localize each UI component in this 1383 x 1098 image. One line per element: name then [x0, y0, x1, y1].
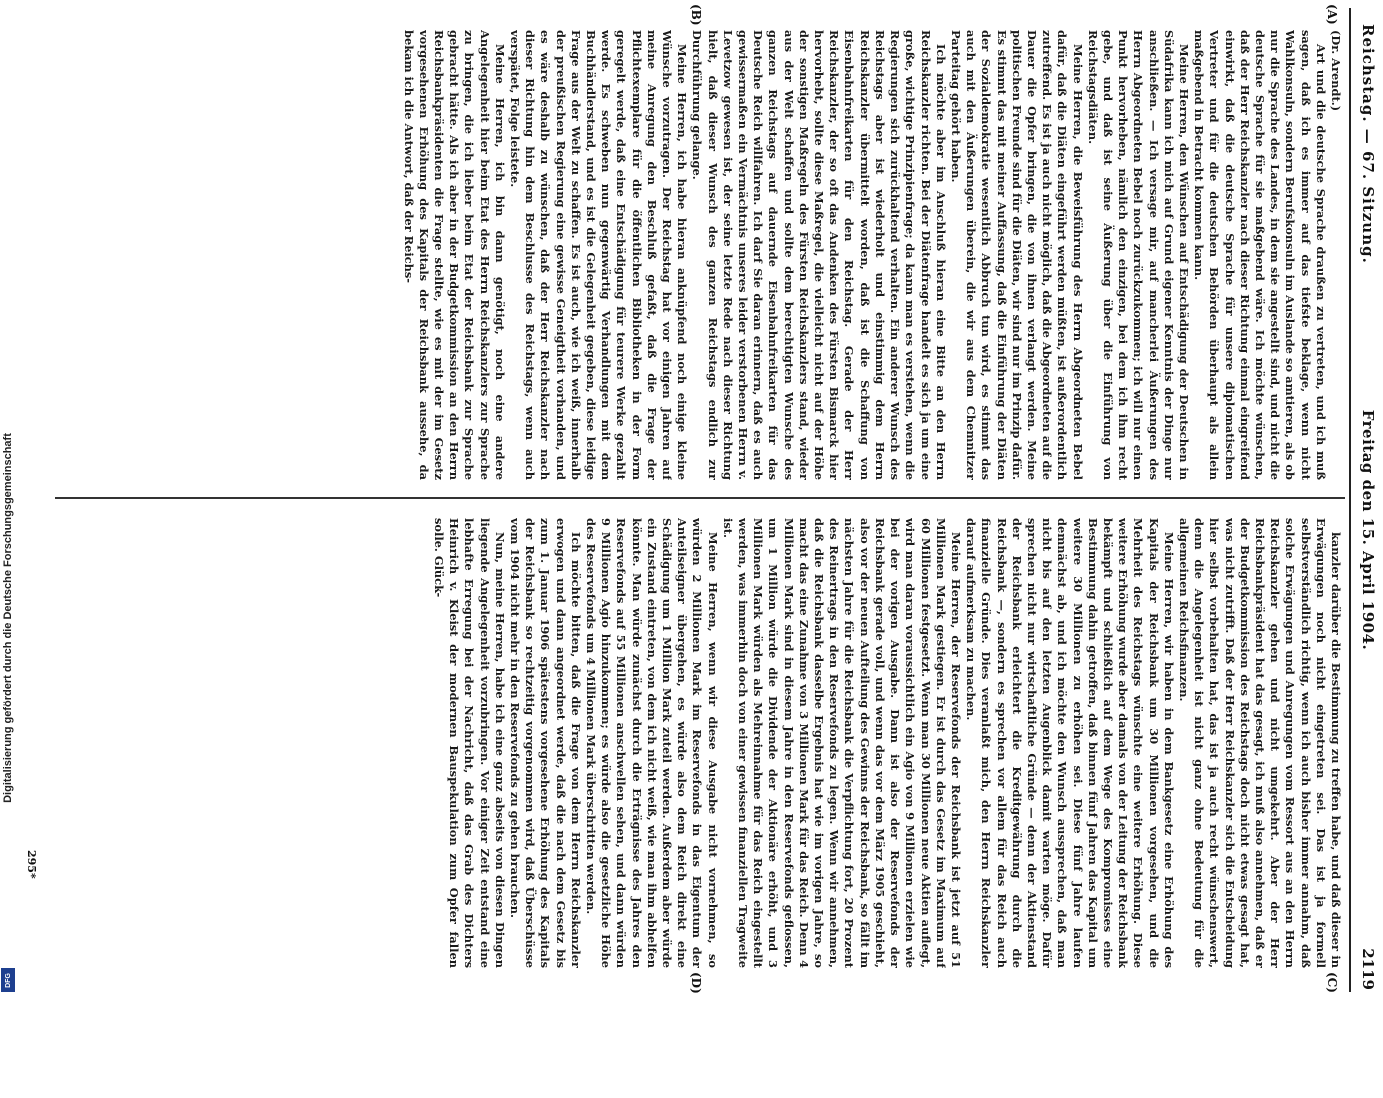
- footer-signature: 295*: [25, 850, 38, 879]
- margin-marker-c: (C): [1325, 972, 1339, 993]
- page-header: [1353, 0, 1383, 1000]
- speaker-name: (Dr. Arendt.): [1329, 30, 1343, 112]
- margin-marker-b: (B): [689, 4, 703, 26]
- paragraph: Ich möchte bitten, daß die Frage von dem Herrn Reichskanzler erwogen und dann angeordnet werde, daß die nach dem Gesetz bis zum 1. Januar 1906 spätestens vorgesehene Erhöhung des Kapitals der Reichsbank so rechtzeitig vorgenommen wird, daß Überschüsse vom 1904 nicht mehr in den Reservefonds zu gehen brauchen.: [508, 518, 583, 968]
- column-divider: [55, 497, 1345, 499]
- margin-marker-a: (A): [1325, 4, 1339, 25]
- paragraph: Nun, meine Herren, habe ich eine ganz abseits von diesen Dingen liegende Angelegenheit vorzubringen. Vor einiger Zeit entstand eine lebhafte Erregung bei der Nachricht, daß das Grab des Dichters Heinrich v. Kleist der modernen Bauspekulation zum Opfer fallen solle. Glück-: [432, 518, 507, 968]
- header-title: Reichstag. — 67. Sitzung.: [1359, 24, 1377, 264]
- text-column-left: [63, 30, 1343, 480]
- header-rule: [1349, 8, 1351, 992]
- paragraph: Meine Herren, die Beweisführung des Herrn Abgeordneten Bebel dafür, daß die Diäten eingeführt werden müßten, ist außerordentlich zutreffend. Es ist ja auch nicht möglich, daß die Abgeordneten auf die Dauer die Opfer bringen, die von ihnen verlangt werden. Meine politischen Freunde sind für die Diäten, wir sind nur im Prinzip dafür. Es stimmt das mit meiner Auffassung, daß die Einführung der Diäten der Sozialdemokratie wesentlich Abbruch tun wird, es stimmt das auch mit den Äußerungen überein, die wir aus dem Chemnitzer Parteitag gehört haben.: [948, 30, 1085, 480]
- paragraph: Meine Herren, den Wünschen auf Entschädigung der Deutschen in Südafrika kann ich mich auf Grund eigener Kenntnis der Dinge nur anschließen. — Ich versage mir, auf mancherlei Äußerungen des Herrn Abgeordneten Bebel noch zurückzukommen; ich will nur einen Punkt hervorheben, nämlich den einzigen, bei dem ich ihm recht gebe, und daß ist seine Äußerung über die Einführung von Reichstagsdiäten.: [1085, 30, 1191, 480]
- digitization-note: Digitalisierung gefördert durch die Deutsche Forschungsgemeinschaft: [2, 433, 14, 803]
- paragraph: Meine Herren, der Reservefonds der Reichsbank ist jetzt auf 51 Millionen Mark gestiegen. Er ist durch das Gesetz im Maximum auf 60 Millionen festgesetzt. Wenn man 30 Millionen neue Aktien auflegt, wird man daran voraussichtlich ein Agio von 9 Millionen erzielen wie bei der vorigen Ausgabe. Dann ist also der Reservefonds der Reichsbank gerade voll, und wenn das vor dem März 1905 geschieht, also vor der neuen Aufteilung des Gewinns der Reichsbank, so fällt im nächsten Jahre für die Reichsbank die Verpflichtung fort, 20 Prozent des Reinertrags in den Reservefonds zu legen. Wenn wir annehmen, daß die Reichsbank dasselbe Ergebnis hat wie im vorigen Jahre, so macht das eine Zunahme von 3 Millionen Mark für das Reich. Denn 4 Millionen Mark sind in diesem Jahre in den Reservefonds geflossen, um 1 Million würde die Dividende der Aktionäre erhöht, und 3 Millionen Mark würden als Mehreinnahme für das Reich eingestellt werden, was immerhin doch von einer gewissen finanziellen Tragweite ist.: [720, 518, 963, 968]
- paragraph: Ich möchte aber im Anschluß hieran eine Bitte an den Herrn Reichskanzler richten. Bei der Diätenfrage handelt es sich ja um eine große, wichtige Prinzipienfrage; da kann man es verstehen, wenn die Regierungen sich zurückhaltend verhalten. Ein anderer Wunsch des Reichstags aber ist wiederholt und einstimmig dem Herrn Reichskanzler übermittelt worden, daß ist die Schaffung von Eisenbahnfreikarten für den Reichstag. Gerade der Herr Reichskanzler, der so oft das Andenken des Fürsten Bismarck hier hervorhebt, sollte diese Maßregel, die vielleicht nicht auf der Höhe der sonstigen Maßregeln des Fürsten Reichskanzlers stand, wieder aus der Welt schaffen und sollte dem berechtigten Wunsche des ganzen Reichstags auf dauernde Eisenbahnfreikarten für das Deutsche Reich willfahren. Ich darf Sie daran erinnern, daß es auch gewissermaßen ein Vermächtnis unseres leider verstorbenen Herrn v. Levetzow gewesen ist, der seine letzte Rede nach dieser Richtung hielt, daß dieser Wunsch des ganzen Reichstags endlich zur Durchführung gelange.: [690, 30, 948, 480]
- paragraph: Meine Herren, ich habe hieran anknüpfend noch einige kleine Wünsche vorzutragen. Der Reichstag hat vor einigen Jahren auf meine Anregung den Beschluß gefaßt, daß die Frage der Pflichtexemplare für die öffentlichen Bibliotheken in der Form geregelt werde, daß eine Entschädigung für teurere Werke gezahlt werde. Es schweben nun gegenwärtig Verhandlungen mit dem Buchhändlerstand, und es ist die Gelegenheit gegeben, diese leidige Frage aus der Welt zu schaffen. Es ist auch, wie ich weiß, innerhalb der preußischen Regierung eine gewisse Geneigtheit vorhanden, und es wäre deshalb zu wünschen, daß der Herr Reichskanzler nach dieser Richtung hin dem Beschlusse des Reichstags, wenn auch verspätet, Folge leistete.: [508, 30, 690, 480]
- dfg-logo-text: DFG: [4, 972, 12, 988]
- paragraph: kanzler darüber die Bestimmung zu treffen habe, und daß dieser in Erwägungen noch nicht eingetreten sei. Das ist ja formell selbstverständlich richtig, wenn ich auch bisher immer annahm, daß solche Erwägungen und Anregungen vom Ressort aus an den Herrn Reichskanzler gehen und nicht umgekehrt. Aber der Herr Reichsbankpräsident hat das gesagt, ich muß also annehmen, daß er der Budgetkommission des Reichstags doch nicht etwas gesagt hat, was nicht zutrifft. Daß der Herr Reichskanzler sich die Entscheidung hier selbst vorbehalten hat, das ist ja auch recht wünschenswert, denn die Angelegenheit ist nicht ganz ohne Bedeutung für die allgemeinen Reichsfinanzen.: [1176, 518, 1343, 968]
- text-column-right: [63, 518, 1343, 968]
- page-number: 2119: [1359, 948, 1377, 990]
- header-date: Freitag den 15. April 1904.: [1359, 409, 1377, 651]
- paragraph: Meine Herren, ich bin dann genötigt, noch eine andere Angelegenheit hier beim Etat des Herrn Reichskanzlers zur Sprache zu bringen, die ich lieber beim Etat der Reichsbank zur Sprache gebracht hätte. Als ich aber in der Budgetkommission an den Herrn Reichsbankpräsidenten die Frage stellte, wie es mit der im Gesetz vorgesehenen Erhöhung des Kapitals der Reichsbank aussehe, da bekam ich die Antwort, daß der Reichs-: [401, 30, 507, 480]
- paragraph: Art und die deutsche Sprache draußen zu vertreten, und ich muß sagen, daß ich es immer auf das tiefste beklage, wenn nicht Wahlkonsuln, sondern Berufskonsuln im Auslande so amtieren, als ob nur die Sprache des Landes, in dem sie angestellt sind, und nicht die deutsche Sprache für sie maßgebend wäre. Ich möchte wünschen, daß der Herr Reichskanzler nach dieser Richtung einmal eingreifend einwirkt, daß die deutsche Sprache für unsere diplomatischen Vertreter und für die deutschen Behörden überhaupt als allein maßgebend in Betracht kommen kann.: [1192, 30, 1328, 480]
- paragraph: Meine Herren, wir haben in dem Bankgesetz eine Erhöhung des Kapitals der Reichsbank um 30 Millionen vorgesehen, und die Mehrheit des Reichstags wünschte eine weitere Erhöhung. Diese weitere Erhöhung wurde aber damals von der Leitung der Reichsbank bekämpft und schließlich auf dem Wege des Kompromisses eine Bestimmung dahin getroffen, daß binnen fünf Jahren das Kapital um weitere 30 Millionen zu erhöhen sei. Diese fünf Jahre laufen demnächst ab, und ich möchte den Wunsch aussprechen, daß man nicht bis auf den letzten Augenblick damit warten möge. Dafür sprechen nicht nur wirtschaftliche Gründe — denn der Aktienstand der Reichsbank erleichtert die Kreditgewährung durch die Reichsbank —, sondern es sprechen vor allem für das Reich auch finanzielle Gründe. Dies veranlaßt mich, den Herrn Reichskanzler darauf aufmerksam zu machen.: [964, 518, 1176, 968]
- dfg-logo-icon: [1, 968, 15, 992]
- paragraph: Meine Herren, wenn wir diese Ausgabe nicht vornehmen, so würden 2 Millionen Mark im Reservefonds in das Eigentum der Anteilseigner übergehen, es würde also dem Reich direkt eine Schädigung um 1 Million Mark zuteil werden. Außerdem aber würde ein Zustand eintreten, von dem ich nicht weiß, wie man ihm abhelfen könnte. Man würde zunächst durch die Erträgnisse des Jahres den Reservefonds auf 55 Millionen anschwellen sehen, und dann würden 9 Millionen Agio hinzukommen; es würde also die gesetzliche Höhe des Reservefonds um 4 Millionen Mark überschritten werden.: [584, 518, 720, 968]
- margin-marker-d: (D): [689, 972, 703, 994]
